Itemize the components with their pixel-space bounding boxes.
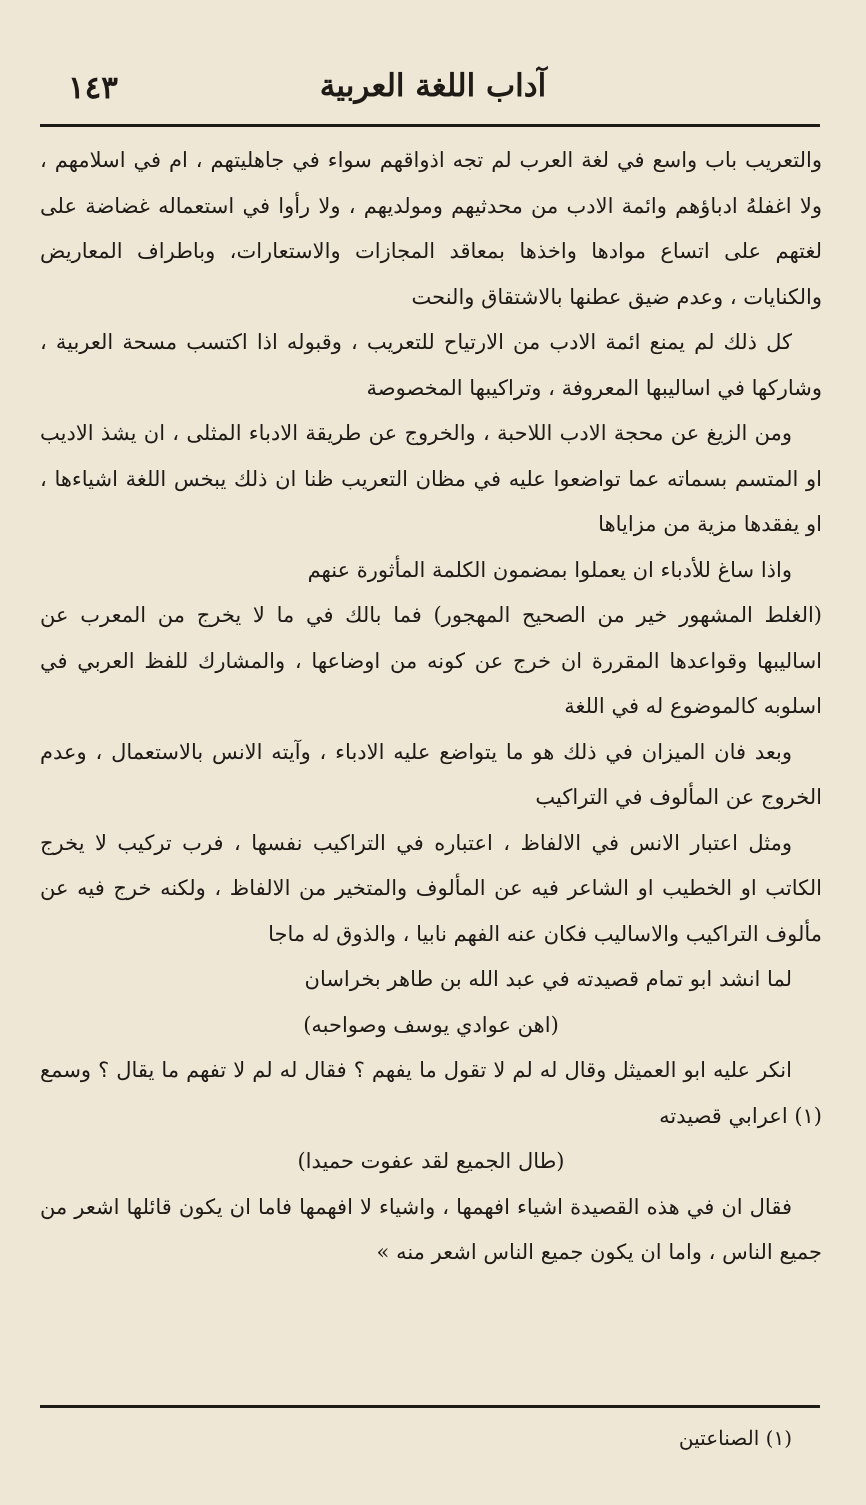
paragraph: لما انشد ابو تمام قصيدته في عبد الله بن طاهر بخراسان bbox=[304, 967, 792, 991]
paragraph: واذا ساغ للأدباء ان يعملوا بمضمون الكلمة المأثورة عنهم bbox=[307, 557, 792, 582]
verse-quote: (طال الجميع لقد عفوت حميدا) bbox=[297, 1149, 565, 1173]
running-title: آداب اللغة العربية bbox=[319, 68, 547, 104]
footnote-rule bbox=[40, 1405, 820, 1408]
paragraph: فقال ان في هذه القصيدة اشياء افهمها ، واشياء لا افهمها فاما ان يكون قائلها اشعر من جميع الناس ، واما ان يكون جميع الناس اشعر منه » bbox=[40, 1194, 822, 1264]
paragraph: والتعريب باب واسع في لغة العرب لم تجه اذواقهم سواء في جاهليتهم ، ام في اسلامهم ، ولا اغفلهُ ادباؤهم وائمة الادب من محدثيهم ومولديهم ، ولا رأوا في استعماله غضاضة على لغتهم على اتساع موادها واخذها بمعاقد المجازات والاستعارات، وباطراف المعاريض والكنايات ، وعدم ضيق عطنها بالاشتقاق والنحت bbox=[40, 148, 822, 309]
paragraph: كل ذلك لم يمنع ائمة الادب من الارتياح للتعريب ، وقبوله اذا اكتسب مسحة العربية ، وشاركها في اساليبها المعروفة ، وتراكيبها المخصوصة bbox=[40, 330, 822, 400]
header-rule bbox=[40, 124, 820, 127]
footnote: (١) الصناعتين bbox=[678, 1426, 792, 1450]
paragraph: (الغلط المشهور خير من الصحيح المهجور) فما بالك في ما لا يخرج من المعرب عن اساليبها وقواعدها المقررة ان خرج عن كونه من اوضاعها ، والمشارك للفظ العربي في اسلوبه كالموضوع له في اللغة bbox=[40, 603, 822, 718]
paragraph: ومثل اعتبار الانس في الالفاظ ، اعتباره في التراكيب نفسها ، فرب تركيب لا يخرج الكاتب او الخطيب او الشاعر فيه عن المألوف والمتخير من الالفاظ ، ولكنه خرج فيه عن مألوف التراكيب والاساليب فكان عنه الفهم نابيا ، والذوق له ماجا bbox=[40, 830, 822, 946]
page-body bbox=[40, 138, 822, 1276]
page-header bbox=[0, 58, 866, 118]
paragraph: انكر عليه ابو العميثل وقال له لم لا تقول ما يفهم ؟ فقال له لم لا تفهم ما يقال ؟ وسمع (١) اعرابي قصيدته bbox=[40, 1058, 822, 1128]
verse-quote: (اهن عوادي يوسف وصواحبه) bbox=[303, 1012, 559, 1037]
page-number: ١٤٣ bbox=[68, 70, 118, 106]
paragraph: ومن الزيغ عن محجة الادب اللاحبة ، والخروج عن طريقة الادباء المثلى ، ان يشذ الاديب او المتسم بسماته عما تواضعوا عليه في مظان التعريب ظنا ان ذلك يبخس اللغة اشياءها ، او يفقدها مزية من مزاياها bbox=[40, 421, 822, 536]
paragraph: وبعد فان الميزان في ذلك هو ما يتواضع عليه الادباء ، وآيته الانس بالاستعمال ، وعدم الخروج عن المألوف في التراكيب bbox=[40, 739, 822, 809]
